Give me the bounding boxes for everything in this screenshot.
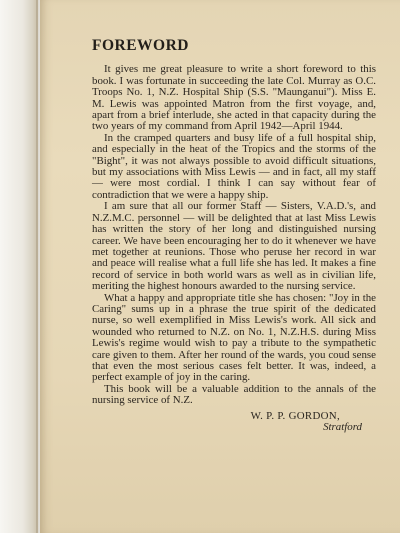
paragraph-4: What a happy and appropriate title she has chosen: "Joy in the Caring" sums up in a phrase the true spirit of the dedicated nurse, so well exemplified in Miss Lewis's work. All sick and wounded who returned to N.Z. on No. 1, N.Z.H.S. during Miss Lewis's regime would wish to pay a tribute to the sympathetic care given to them. After her round of the wards, you coud sense that even the most serious cases felt better. It was, indeed, a perfect example of joy in the caring. bbox=[92, 291, 376, 384]
paragraph-3: I am sure that all our former Staff — Sisters, V.A.D.'s, and N.Z.M.C. personnel — will be delighted that at last Miss Lewis has written the story of her long and distinguished nursing career. We have been encouraging her to do it whenever we have met together at reunions. Those who peruse her record in war and peace will realise what a full life she has led. It makes a fine record of service in both world wars as well as in civilian life, meriting the highest honours awarded to the nursing service. bbox=[92, 200, 376, 293]
paragraph-5: This book will be a valuable addition to the annals of the nursing service of N.Z. bbox=[92, 382, 376, 407]
paragraph-2: In the cramped quarters and busy life of a full hospital ship, and especially in the heat of the Tropics and the storms of the "Bight", it was not always possible to avoid difficult situations, but my associations with Miss Lewis — and in fact, all my staff — were most cordial. I think I can say without fear of contradiction that we were a happy ship. bbox=[92, 131, 376, 201]
author-location: Stratford bbox=[323, 421, 362, 433]
previous-page-edge bbox=[0, 0, 38, 533]
page-title: FOREWORD bbox=[92, 37, 189, 54]
author-signature: W. P. P. GORDON, bbox=[250, 409, 340, 422]
foreword-text-block bbox=[92, 37, 376, 433]
paragraph-1: It gives me great pleasure to write a short foreword to this book. I was fortunate in succeeding the late Col. Murray as O.C. Troops No. 1, N.Z. Hospital Ship (S.S. "Maunganui"). Miss E. M. Lewis was appointed Matron from the first voyage, and, apart from a brief interlude, she acted in that capacity during the two years of my command from April 1942—April 1944. bbox=[92, 63, 376, 133]
